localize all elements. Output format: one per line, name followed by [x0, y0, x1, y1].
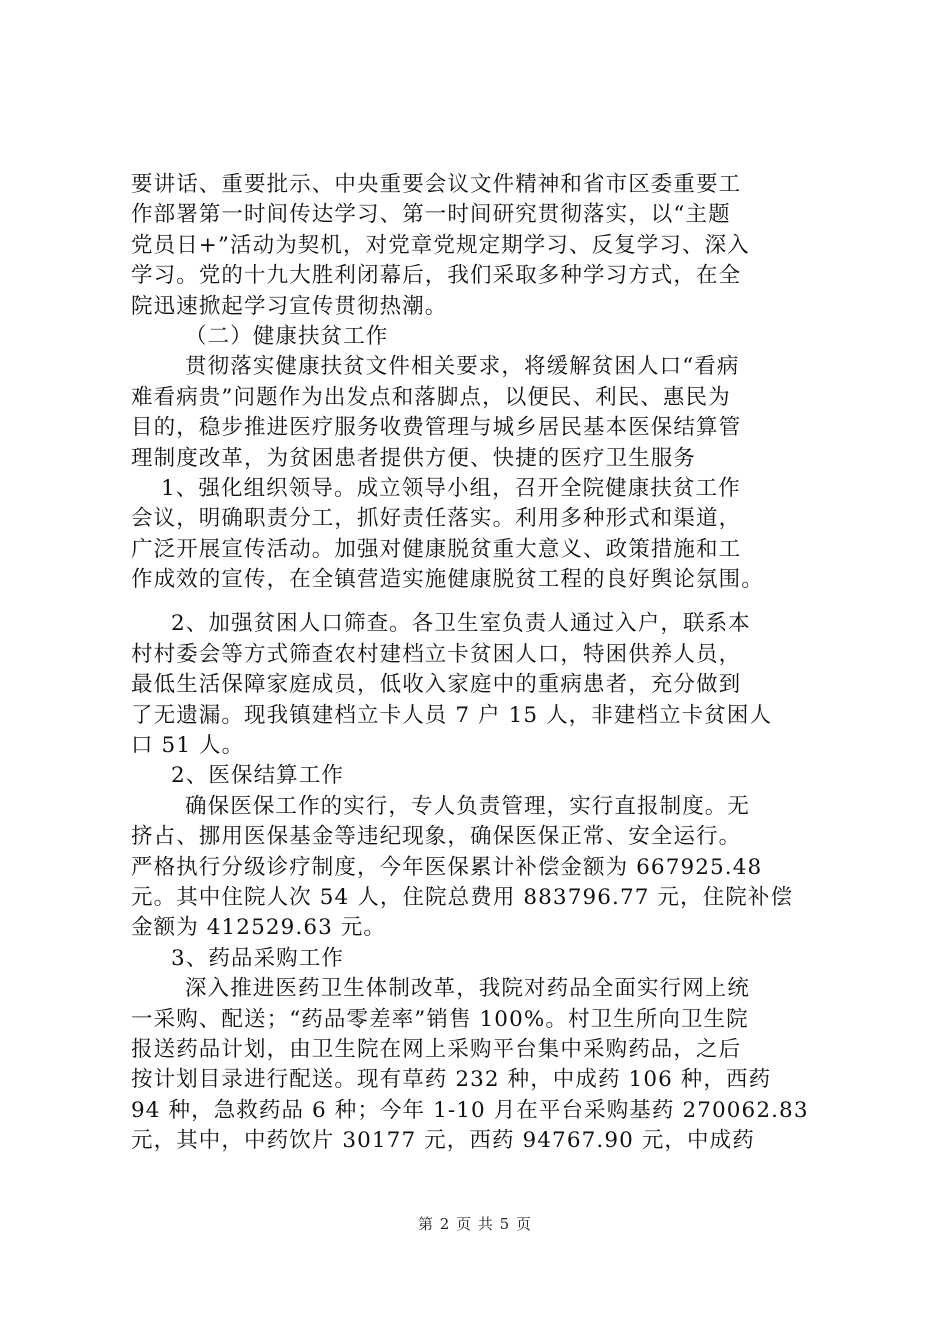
text-line: 了无遗漏。现我镇建档立卡人员 7 户 15 人，非建档立卡贫困人	[131, 702, 773, 728]
text-line: 理制度改革，为贫困患者提供方便、快捷的医疗卫生服务	[131, 445, 697, 471]
text-line: 要讲话、重要批示、中央重要会议文件精神和省市区委重要工	[131, 172, 742, 197]
text-line: 按计划目录进行配送。现有草药 232 种，中成药 106 种，西药	[131, 1067, 772, 1093]
text-line: 1、强化组织领导。成立领导小组，召开全院健康扶贫工作	[161, 475, 741, 501]
text-line: 院迅速掀起学习宣传贯彻热潮。	[131, 293, 448, 319]
document-body	[131, 170, 831, 1157]
text-line: 贯彻落实健康扶贫文件相关要求，将缓解贫困人口“看病	[185, 354, 740, 380]
text-line: 94 种，急救药品 6 种；今年 1-10 月在平台采购基药 270062.83	[131, 1097, 809, 1123]
text-line: 难看病贵”问题作为出发点和落脚点，以便民、利民、惠民为	[131, 384, 731, 410]
text-line: 党员日+”活动为契机，对党章党规定期学习、反复学习、深入	[131, 232, 750, 258]
text-line: 元，其中，中药饮片 30177 元，西药 94767.90 元，中成药	[131, 1128, 755, 1154]
text-line: 会议，明确职责分工，抓好责任落实。利用多种形式和渠道，	[131, 506, 742, 532]
text-line: 元。其中住院人次 54 人，住院总费用 883796.77 元，住院补偿	[131, 884, 794, 910]
text-line: 挤占、挪用医保基金等违纪现象，确保医保正常、安全运行。	[131, 824, 742, 850]
text-line: 报送药品计划，由卫生院在网上采购平台集中采购药品，之后	[131, 1036, 742, 1062]
text-line: 一采购、配送；“药品零差率”销售 100%。村卫生所向卫生院	[131, 1006, 749, 1032]
text-line: 目的，稳步推进医疗服务收费管理与城乡居民基本医保结算管	[131, 415, 742, 441]
page-number-footer: 第 2 页 共 5 页	[418, 1215, 532, 1233]
text-line: 作部署第一时间传达学习、第一时间研究贯彻落实，以“主题	[131, 202, 731, 228]
section-heading: 2、医保结算工作	[171, 763, 344, 789]
section-heading: （二）健康扶贫工作	[185, 323, 389, 349]
text-line: 广泛开展宣传活动。加强对健康脱贫重大意义、政策措施和工	[131, 536, 742, 562]
text-line: 深入推进医药卫生体制改革，我院对药品全面实行网上统	[185, 976, 751, 1002]
paragraph-gap	[131, 595, 831, 609]
text-line: 确保医保工作的实行，专人负责管理，实行直报制度。无	[185, 793, 751, 819]
text-line: 严格执行分级诊疗制度，今年医保累计补偿金额为 667925.48	[131, 854, 763, 880]
section-heading: 3、药品采购工作	[171, 945, 344, 971]
text-line: 学习。党的十九大胜利闭幕后，我们采取多种学习方式，在全	[131, 263, 742, 289]
text-line: 最低生活保障家庭成员，低收入家庭中的重病患者，充分做到	[131, 672, 742, 698]
text-line: 口 51 人。	[131, 733, 245, 759]
text-line: 作成效的宣传，在全镇营造实施健康脱贫工程的良好舆论氛围。	[131, 567, 764, 593]
text-line: 村村委会等方式筛查农村建档立卡贫困人口，特困供养人员，	[131, 641, 742, 667]
text-line: 2、加强贫困人口筛查。各卫生室负责人通过入户，联系本	[171, 611, 751, 637]
text-line: 金额为 412529.63 元。	[131, 915, 387, 941]
